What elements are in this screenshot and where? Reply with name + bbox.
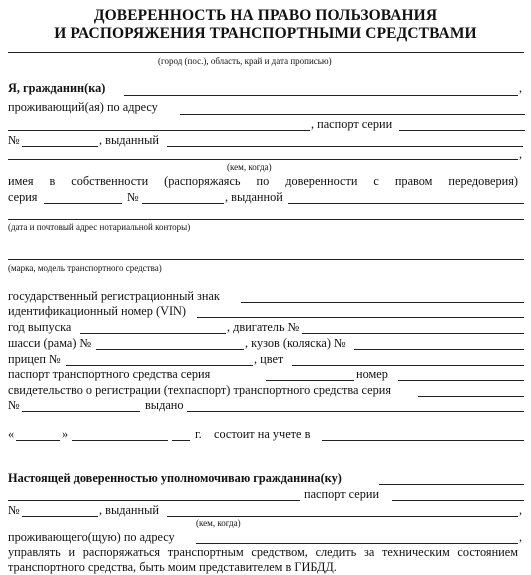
registered-label: состоит на учете в xyxy=(214,427,311,441)
certificate-number-sign: № xyxy=(8,398,20,412)
year-label: год выпуска xyxy=(8,320,72,334)
passport-issued-line-1[interactable] xyxy=(167,146,523,147)
authorize-label: Настоящей доверенностью уполномочиваю гражданина(ку) xyxy=(8,471,342,485)
year-abbr: г. xyxy=(195,427,202,441)
vehicle-passport-series-line[interactable] xyxy=(266,380,354,381)
place-date-caption: (город (пос.), область, край и дата прописью) xyxy=(158,56,332,66)
i-citizen-label: Я, гражданин(ка) xyxy=(8,81,106,95)
document-title-line-1: ДОВЕРЕННОСТЬ НА ПРАВО ПОЛЬЗОВАНИЯ xyxy=(93,7,438,24)
manage-statement-line-1: управлять и распоряжаться транспортным средством, следить за техническим состоянием xyxy=(8,545,518,559)
place-date-line[interactable] xyxy=(8,52,524,53)
attorney-passport-series-line[interactable] xyxy=(392,500,524,501)
living-at-label: проживающий(ая) по адресу xyxy=(8,100,158,114)
vehicle-passport-label: паспорт транспортного средства серия xyxy=(8,367,211,381)
reg-plate-label: государственный регистрационный знак xyxy=(8,289,220,303)
attorney-passport-number-line[interactable] xyxy=(22,516,98,517)
attorney-issued-line[interactable] xyxy=(167,516,518,517)
vehicle-passport-number-label: номер xyxy=(356,367,388,381)
certificate-series-line[interactable] xyxy=(418,396,524,397)
registration-month-line[interactable] xyxy=(72,440,168,441)
registration-year-line[interactable] xyxy=(172,440,190,441)
issued-label: , выданный xyxy=(99,133,159,147)
attorney-living-at-label: проживающего(щую) по адресу xyxy=(8,530,175,544)
passport-number-sign: № xyxy=(8,133,20,147)
manage-statement-line-2: транспортного средства, быть моим представителем в ГИБДД. xyxy=(8,560,337,574)
registration-authority-line[interactable] xyxy=(322,440,524,441)
chassis-label: шасси (рама) № xyxy=(8,336,92,350)
attorney-name-line-2[interactable] xyxy=(8,500,300,501)
vin-label: идентификационный номер (VIN) xyxy=(8,304,187,318)
ownership-series-line[interactable] xyxy=(44,203,122,204)
color-line[interactable] xyxy=(292,365,524,366)
issued-to-label: , выданной xyxy=(225,190,283,204)
certificate-issued-label: выдано xyxy=(145,398,184,412)
attorney-when-who-caption: (кем, когда) xyxy=(196,518,241,528)
passport-series-line[interactable] xyxy=(399,130,525,131)
passport-series-label: , паспорт серии xyxy=(311,117,393,131)
passport-issued-line-2[interactable] xyxy=(8,159,518,160)
principal-address-line-1[interactable] xyxy=(180,114,525,115)
attorney-name-line-1[interactable] xyxy=(379,484,524,485)
when-who-caption: (кем, когда) xyxy=(227,162,272,172)
registration-day-line[interactable] xyxy=(16,440,60,441)
year-line[interactable] xyxy=(80,333,226,334)
reg-plate-line[interactable] xyxy=(241,302,524,303)
passport-number-line[interactable] xyxy=(22,146,98,147)
attorney-address-line[interactable] xyxy=(196,543,518,544)
color-label: , цвет xyxy=(254,352,284,366)
ownership-issued-line-2[interactable] xyxy=(8,219,524,220)
series-label: серия xyxy=(8,190,38,204)
body-line[interactable] xyxy=(354,349,524,350)
body-label: , кузов (коляска) № xyxy=(245,336,346,350)
attorney-issued-label: , выданный xyxy=(99,503,159,517)
comma: , xyxy=(519,530,523,544)
owning-statement: имея в собственности (распоряжаясь по доверенности с правом передоверия) xyxy=(8,174,518,188)
engine-line[interactable] xyxy=(302,333,524,334)
ownership-number-line[interactable] xyxy=(142,203,224,204)
quote-close: » xyxy=(62,427,69,441)
comma: , xyxy=(519,147,523,161)
comma: , xyxy=(519,503,523,517)
principal-address-line-2[interactable] xyxy=(8,130,310,131)
certificate-issued-line[interactable] xyxy=(187,411,524,412)
certificate-label: свидетельство о регистрации (техпаспорт) транспортного средства серия xyxy=(8,383,392,397)
vehicle-model-caption: (марка, модель транспортного средства) xyxy=(8,263,162,273)
trailer-line[interactable] xyxy=(66,365,253,366)
attorney-passport-number-sign: № xyxy=(8,503,20,517)
notary-caption: (дата и почтовый адрес нотариальной конторы) xyxy=(8,222,191,232)
vin-line[interactable] xyxy=(197,317,524,318)
engine-label: , двигатель № xyxy=(227,320,300,334)
ownership-issued-line-1[interactable] xyxy=(288,203,524,204)
trailer-label: прицеп № xyxy=(8,352,61,366)
ownership-number-sign: № xyxy=(127,190,139,204)
document-title-line-2: И РАСПОРЯЖЕНИЯ ТРАНСПОРТНЫМИ СРЕДСТВАМИ xyxy=(54,25,477,42)
comma: , xyxy=(519,81,523,95)
principal-name-line[interactable] xyxy=(124,95,518,96)
quote-open: « xyxy=(8,427,15,441)
certificate-number-line[interactable] xyxy=(22,411,140,412)
attorney-passport-series-label: паспорт серии xyxy=(304,487,380,501)
vehicle-passport-number-line[interactable] xyxy=(398,380,524,381)
chassis-line[interactable] xyxy=(96,349,244,350)
vehicle-model-line[interactable] xyxy=(8,259,524,260)
